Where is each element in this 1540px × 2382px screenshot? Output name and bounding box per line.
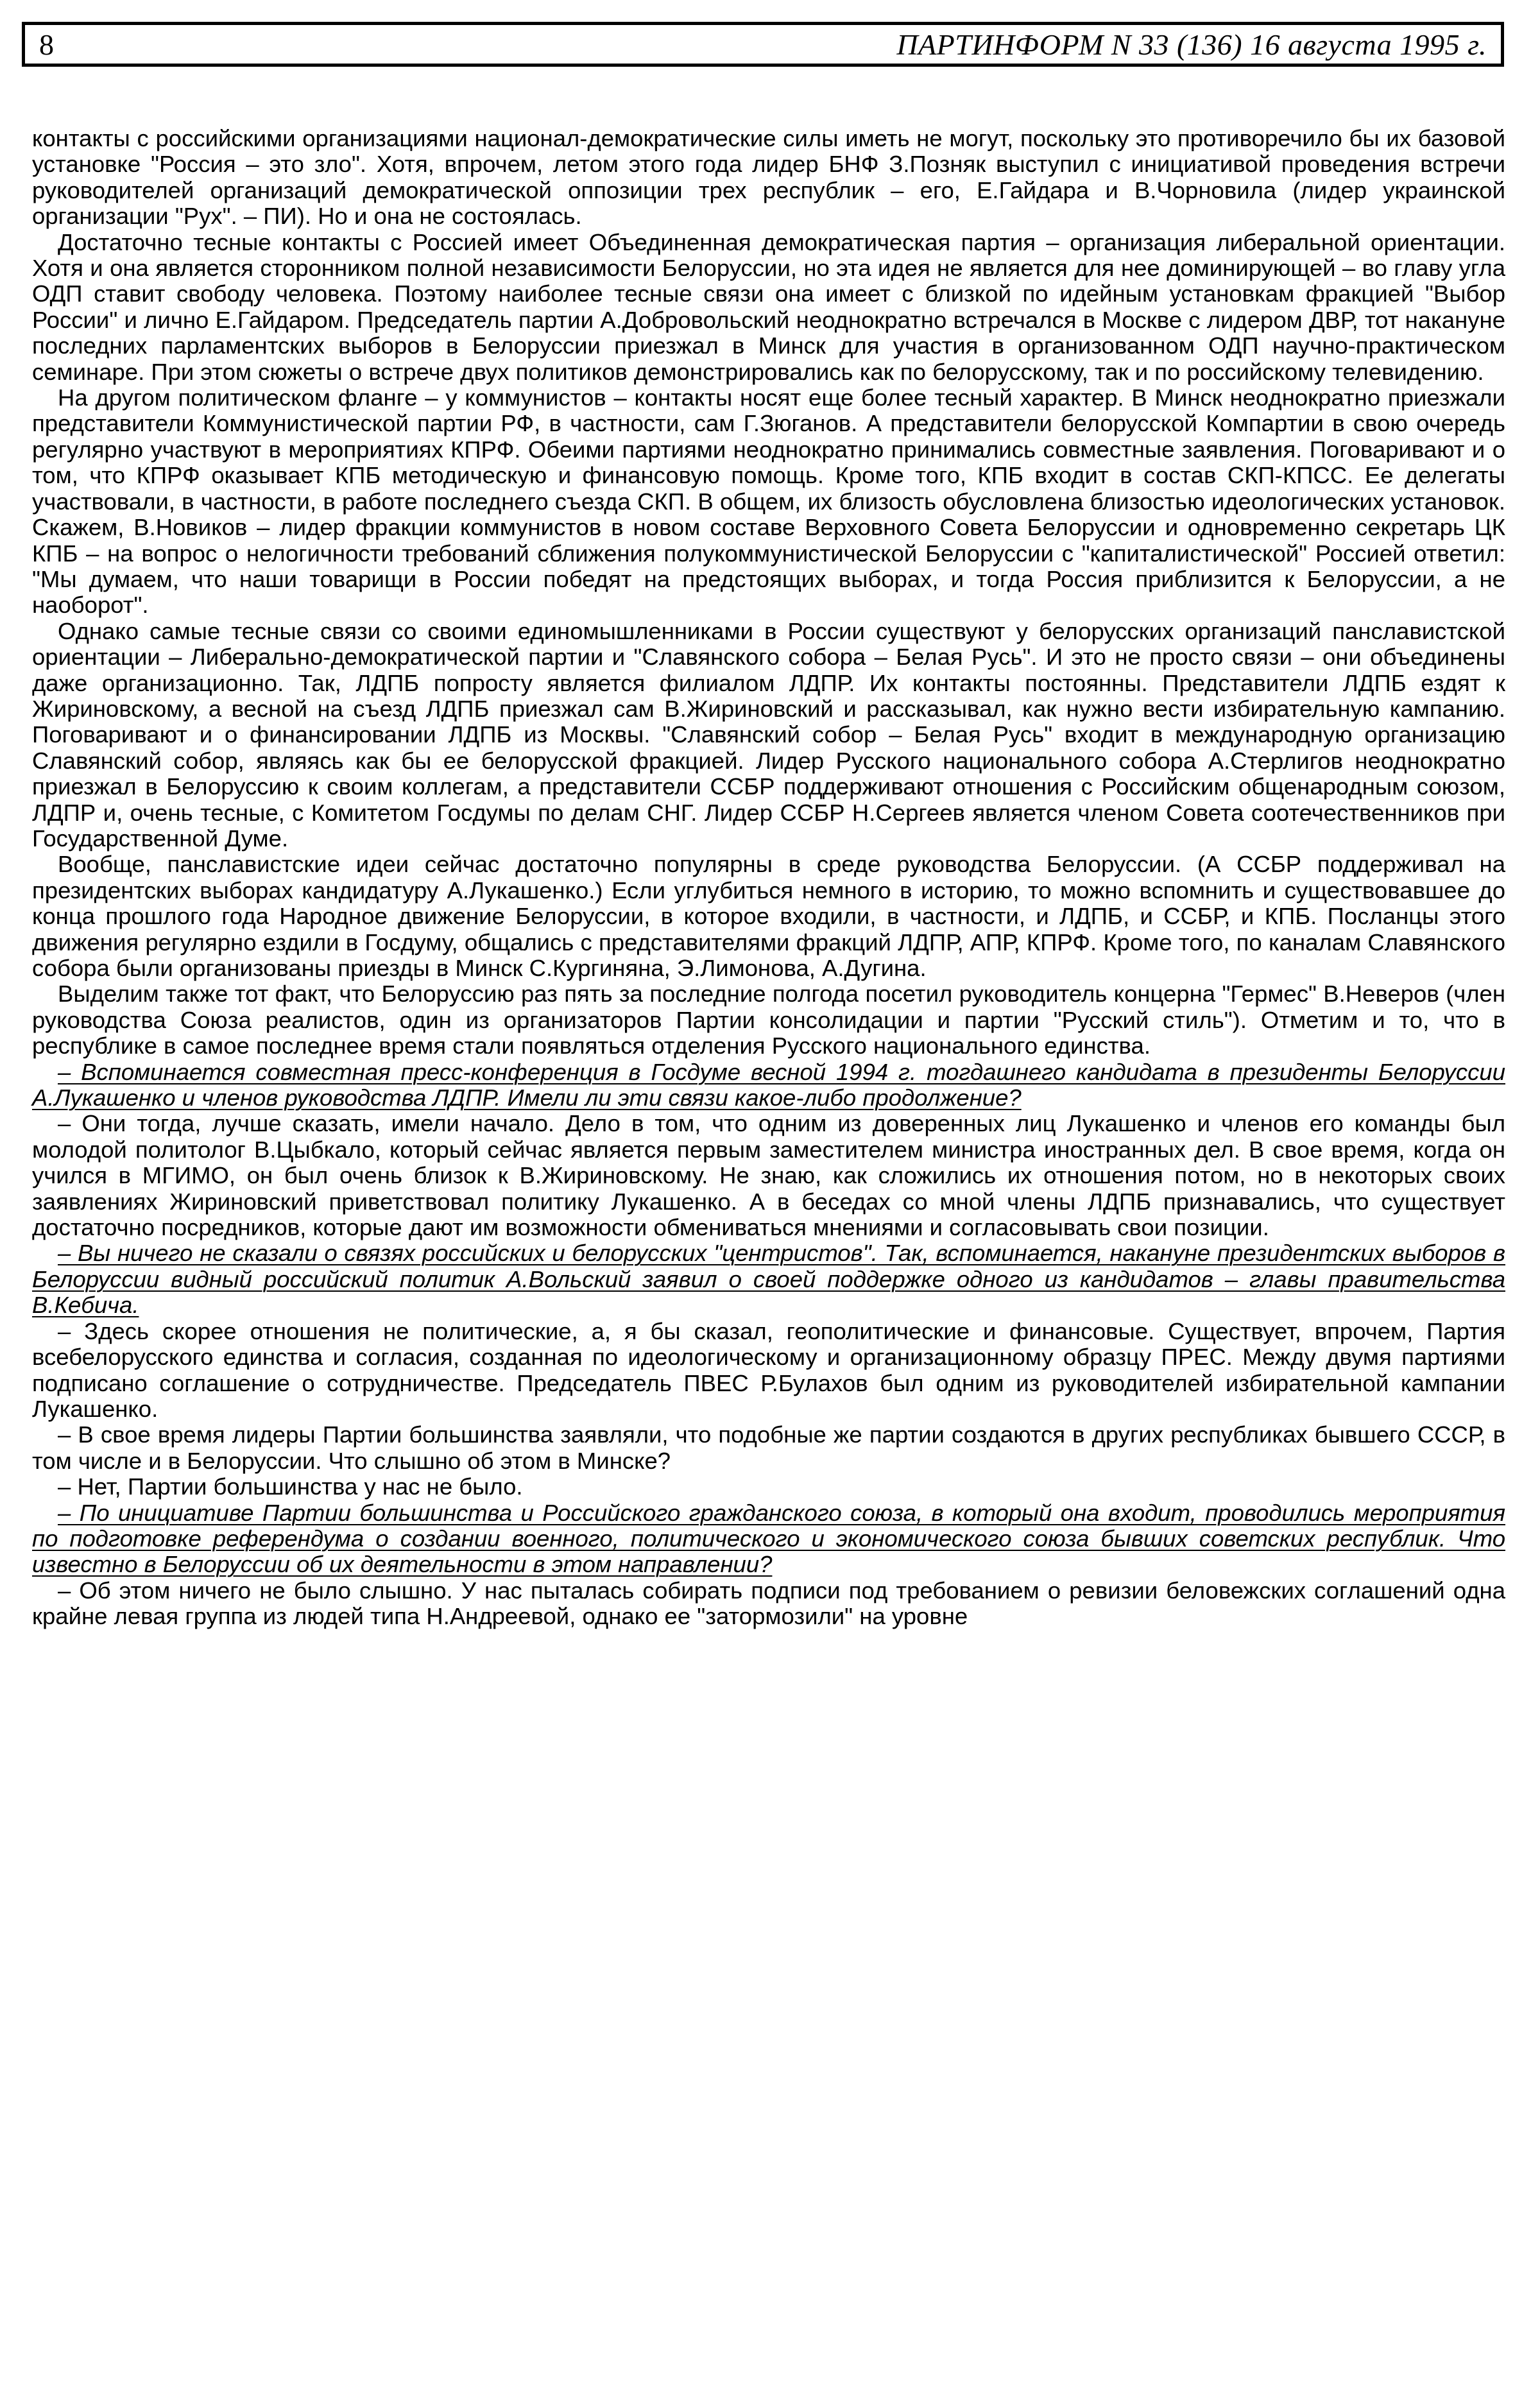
article-paragraph: Однако самые тесные связи со своими единомышленниками в России существуют у белорусских организаций панславистской ориентации – Либерально-демократической партии и "Славянского собора – Белая Русь". И это не просто связи – они объединены даже организационно. Так, ЛДПБ попросту является филиалом ЛДПР. Их контакты постоянны. Представители ЛДПБ ездят к Жириновскому, а весной на съезд ЛДПБ приезжал сам В.Жириновский и рассказывал, как нужно вести избирательную кампанию. Поговаривают и о финансировании ЛДПБ из Москвы. "Славянский собор – Белая Русь" входит в международную организацию Славянский собор, являясь как бы ее белорусской фракцией. Лидер Русского национального собора А.Стерлигов неоднократно приезжал в Белоруссию к своим коллегам, а представители ССБР поддерживают отношения с Российским общенародным союзом, ЛДПР и, очень тесные, с Комитетом Госдумы по делам СНГ. Лидер ССБР Н.Сергеев является членом Совета соотечественников при Государственной Думе. [32,617,1505,852]
interview-question: – Вы ничего не сказали о связях российских и белорусских "центристов". Так, вспоминается, накануне президентских выборов в Белоруссии видный российский политик А.Вольский заявил о своей поддержке одного из кандидатов – главы правительства В.Кебича. [32,1240,1505,1319]
publication-title: ПАРТИНФОРМ N 33 (136) 16 августа 1995 г. [896,28,1487,61]
article-body [32,126,1505,1630]
article-paragraph: На другом политическом фланге – у коммунистов – контакты носят еще более тесный характер. В Минск неоднократно приезжали представители Коммунистической партии РФ, в частности, сам Г.Зюганов. А представители белорусской Компартии в свою очередь регулярно участвуют в мероприятиях КПРФ. Обеими партиями неоднократно принимались совместные заявления. Поговаривают и о том, что КПРФ оказывает КПБ методическую и финансовую помощь. Кроме того, КПБ входит в состав СКП-КПСС. Ее делегаты участвовали, в частности, в работе последнего съезда СКП. В общем, их близость обусловлена близостью идеологических установок. Скажем, В.Новиков – лидер фракции коммунистов в новом составе Верховного Совета Белоруссии и одновременно секретарь ЦК КПБ – на вопрос о нелогичности требований сближения полукоммунистической Белоруссии с "капиталистической" Россией ответил: "Мы думаем, что наши товарищи в России победят на предстоящих выборах, и тогда Россия приблизится к Белоруссии, а не наоборот". [32,384,1505,619]
page-number: 8 [39,28,54,61]
article-paragraph: – В свое время лидеры Партии большинства заявляли, что подобные же партии создаются в других республиках бывшего СССР, в том числе и в Белоруссии. Что слышно об этом в Минске? [32,1421,1505,1474]
article-paragraph: Вообще, панславистские идеи сейчас достаточно популярны в среде руководства Белоруссии. (А ССБР поддерживал на президентских выборах кандидатуру А.Лукашенко.) Если углубиться немного в историю, то можно вспомнить и существовавшее до конца прошлого года Народное движение Белоруссии, в которое входили, в частности, и ЛДПБ, и ССБР, и КПБ. Посланцы этого движения регулярно ездили в Госдуму, общались с представителями фракций ЛДПР, АПР, КПРФ. Кроме того, по каналам Славянского собора были организованы приезды в Минск С.Кургиняна, Э.Лимонова, А.Дугина. [32,851,1505,981]
article-paragraph: Достаточно тесные контакты с Россией имеет Объединенная демократическая партия – организация либеральной ориентации. Хотя и она является сторонником полной независимости Белоруссии, но эта идея не является для нее доминирующей – во главу угла ОДП ставит свободу человека. Поэтому наиболее тесные связи она имеет с близкой по идейным установкам фракцией "Выбор России" и лично Е.Гайдаром. Председатель партии А.Добровольский неоднократно встречался в Москве с лидером ДВР, тот накануне последних парламентских выборов в Белоруссии приезжал в Минск для участия в организованном ОДП научно-практическом семинаре. При этом сюжеты о встрече двух политиков демонстрировались как по белорусскому, так и по российскому телевидению. [32,228,1505,385]
interview-question: – По инициативе Партии большинства и Российского гражданского союза, в который она входит, проводились мероприятия по подготовке референдума о создании военного, политического и экономического союза бывших советских республик. Что известно в Белоруссии об их деятельности в этом направлении? [32,1499,1505,1578]
interview-question: – Вспоминается совместная пресс-конференция в Госдуме весной 1994 г. тогдашнего кандидата в президенты Белоруссии А.Лукашенко и членов руководства ЛДПР. Имели ли эти связи какое-либо продолжение? [32,1058,1505,1111]
page-header [22,22,1504,67]
article-paragraph: Выделим также тот факт, что Белоруссию раз пять за последние полгода посетил руководитель концерна "Гермес" В.Неверов (член руководства Союза реалистов, один из организаторов Партии консолидации и партии "Русский стиль"). Отметим и то, что в республике в самое последнее время стали появляться отделения Русского национального единства. [32,981,1505,1059]
article-paragraph: – Здесь скорее отношения не политические, а, я бы сказал, геополитические и финансовые. Существует, впрочем, Партия всебелорусского единства и согласия, созданная по идеологическому и организационному образцу ПРЕС. Между двумя партиями подписано соглашение о сотрудничестве. Председатель ПВЕС Р.Булахов был одним из руководителей избирательной кампании Лукашенко. [32,1317,1505,1422]
article-paragraph: контакты с российскими организациями национал-демократические силы иметь не могут, поскольку это противоречило бы их базовой установке "Россия – это зло". Хотя, впрочем, летом этого года лидер БНФ З.Позняк выступил с инициативой проведения встречи руководителей организаций демократической оппозиции трех республик – его, Е.Гайдара и В.Чорновила (лидер украинской организации "Рух". – ПИ). Но и она не состоялась. [32,125,1505,230]
article-paragraph: – Они тогда, лучше сказать, имели начало. Дело в том, что одним из доверенных лиц Лукашенко и членов его команды был молодой политолог В.Цыбкало, который сейчас является первым заместителем министра иностранных дел. В свое время, когда он учился в МГИМО, он был очень близок к В.Жириновскому. Не знаю, как сложились их отношения потом, но в некоторых своих заявлениях Жириновский приветствовал политику Лукашенко. А в беседах со мной члены ЛДПБ признавались, что существует достаточно посредников, которые дают им возможности обмениваться мнениями и согласовывать свои позиции. [32,1110,1505,1241]
article-paragraph: – Нет, Партии большинства у нас не было. [58,1473,523,1500]
article-paragraph: – Об этом ничего не было слышно. У нас пыталась собирать подписи под требованием о ревизии беловежских соглашений одна крайне левая группа из людей типа Н.Андреевой, однако ее "затормозили" на уровне [32,1577,1505,1630]
